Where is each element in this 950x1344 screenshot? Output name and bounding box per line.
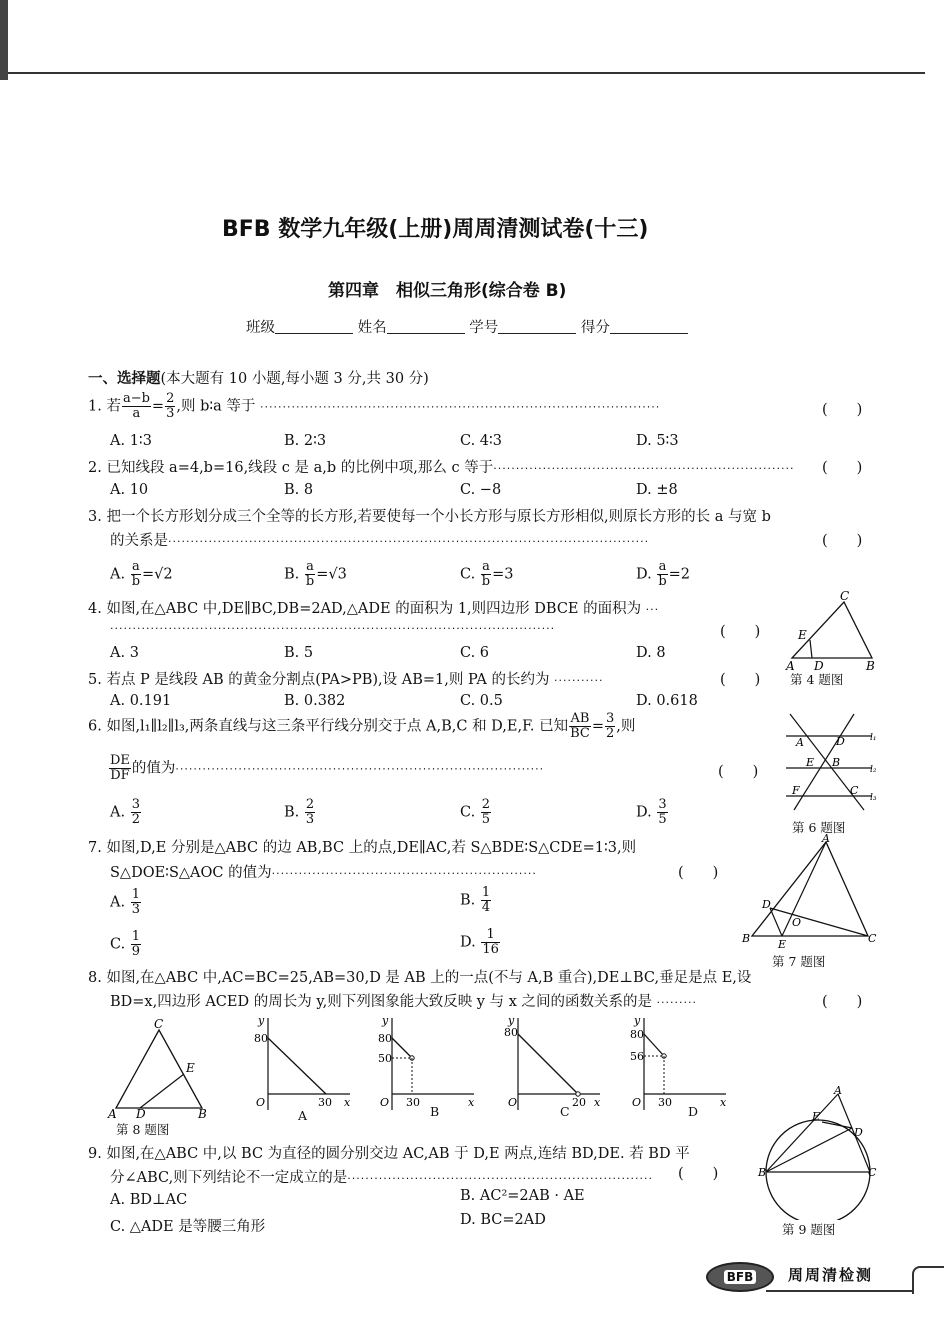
graph-d-y0: 80 [630,1028,644,1041]
q7-caption: 第 7 题图 [772,954,826,969]
q9-label-a: A [834,1084,842,1097]
q7-de-line [770,908,782,936]
q7-figure [740,830,880,950]
graph-d-x1: 30 [658,1096,672,1109]
info-fields [246,316,688,337]
question-7-line1: 7. 如图,D,E 分别是△ABC 的边 AB,BC 上的点,DE∥AC,若 S△BDE∶S△CDE=1∶3,则 [88,840,637,856]
q4-option-c[interactable]: C. 6 [460,645,490,661]
q8-bracket: ( ) [822,994,863,1010]
q6-label-f: F [792,784,800,797]
q9-option-b[interactable]: B. AC²=2AB · AE [460,1188,585,1204]
q8-graph-a[interactable] [254,1014,354,1114]
q3-option-c[interactable]: C. $\frac{a}{b}$ =3 [460,559,514,589]
question-3-line2: 的关系是··········································································································· [110,533,650,549]
question-2: 2. 已知线段 a=4,b=16,线段 c 是 a,b 的比例中项,那么 c 等于··································································· [88,460,795,476]
question-5: 5. 若点 P 是线段 AB 的黄金分割点(PA>PB),设 AB=1,则 PA 的长约为 ··········· [88,672,604,688]
q8-label-c: C [154,1017,164,1031]
question-1: 1. 若 $\frac{a-b}{a}$ = $\frac{2}{3}$ ,则 b∶a 等于 ························································································· [88,391,661,421]
id-blank[interactable] [498,319,576,334]
q9-ab-line [766,1094,838,1172]
q3-bracket: ( ) [822,533,863,549]
q8-graph-a-label: A [298,1108,308,1123]
q2-option-a[interactable]: A. 10 [110,482,149,498]
q4-de-line [810,640,812,658]
graph-c-x1: 20 [572,1096,586,1109]
field-id: 学号 [469,320,499,336]
q1-fraction-2: $\frac{2}{3}$ [166,391,175,421]
q9-label-e: E [812,1110,821,1123]
q1-option-b[interactable]: B. 2∶3 [284,433,327,449]
q9-option-d[interactable]: D. BC=2AD [460,1212,546,1228]
graph-b-line [392,1038,412,1058]
q4-caption: 第 4 题图 [790,672,844,687]
q6-option-b[interactable]: B. $\frac{2}{3}$ [284,797,315,827]
q4-label-c: C [840,589,850,603]
q1-fraction: $\frac{a-b}{a}$ [122,391,150,421]
footer-corner [912,1266,944,1294]
q7-option-d[interactable]: D. $\frac{1}{16}$ [460,927,499,957]
q7-triangle [752,842,868,936]
q8-graph-c[interactable] [504,1014,604,1114]
graph-c-line [518,1034,578,1094]
footer-text: 周周清检测 [788,1266,874,1284]
q7-dc-line [770,908,868,936]
graph-a-y0: 80 [254,1032,268,1045]
q8-label-d: D [136,1107,146,1120]
q8-caption: 第 8 题图 [116,1122,170,1137]
q4-label-b: B [866,659,875,672]
q1-pre: 若 [106,398,121,415]
section-heading [88,367,429,388]
graph-d-origin: O [632,1096,642,1109]
q6-figure [778,708,878,818]
q4-label-d: D [814,659,824,672]
page-subtitle: 第四章 相似三角形(综合卷 B) [328,281,567,301]
q2-option-d[interactable]: D. ±8 [636,482,678,498]
question-8-line1: 8. 如图,在△ABC 中,AC=BC=25,AB=30,D 是 AB 上的一点(不与 A,B 重合),DE⊥BC,垂足是点 E,设 [88,970,752,986]
q8-figure [104,1016,214,1120]
graph-b-ymid: 50 [378,1052,392,1065]
graph-c-y-label: y [508,1014,515,1027]
q1-number: 1. [88,398,102,415]
q5-bracket: ( ) [720,672,761,688]
q8-label-b: B [198,1107,207,1120]
graph-b-x1: 30 [406,1096,420,1109]
q7-label-d: D [762,898,771,911]
q1-option-a[interactable]: A. 1∶3 [110,433,152,449]
footer-rule [766,1290,914,1292]
q6-label-d: D [836,735,845,748]
q8-graph-c-label: C [560,1104,570,1119]
q4-bracket: ( ) [720,624,761,640]
field-class: 班级 [246,320,275,336]
q9-option-c[interactable]: C. △ADE 是等腰三角形 [110,1219,266,1235]
q6-option-d[interactable]: D. $\frac{3}{5}$ [636,797,667,827]
q9-label-b: B [758,1166,767,1179]
q5-option-a[interactable]: A. 0.191 [110,693,172,709]
q2-bracket: ( ) [822,460,863,476]
q6-label-b: B [832,756,841,769]
q8-graph-b[interactable] [378,1014,478,1114]
q6-caption: 第 6 题图 [792,820,846,835]
left-edge [0,0,8,80]
q4-figure [782,588,882,672]
q6-label-c: C [850,784,859,797]
q9-bracket: ( ) [678,1166,719,1182]
q7-option-a[interactable]: A. $\frac{1}{3}$ [110,887,140,917]
q6-label-e: E [806,756,815,769]
q8-graph-b-label: B [430,1104,440,1119]
q6-label-l1: l₁ [870,733,877,743]
graph-c-x-label: x [594,1096,601,1109]
q1-bracket: ( ) [822,402,863,418]
q8-label-e: E [186,1061,195,1075]
q6-option-c[interactable]: C. $\frac{2}{5}$ [460,797,491,827]
q6-label-a: A [796,736,804,749]
q7-label-a: A [822,832,830,845]
class-blank[interactable] [275,319,353,334]
q3-option-b[interactable]: B. $\frac{a}{b}$ =√3 [284,559,347,589]
graph-b-origin: O [380,1096,390,1109]
question-9-line1: 9. 如图,在△ABC 中,以 BC 为直径的圆分别交边 AC,AB 于 D,E 两点,连结 BD,DE. 若 BD 平 [88,1146,690,1162]
page-title: BFB 数学九年级(上册)周周清测试卷(十三) [222,217,649,242]
q7-bracket: ( ) [678,865,719,881]
question-3-line1: 3. 把一个长方形划分成三个全等的长方形,若要使每一个小长方形与原长方形相似,则原长方形的长 a 与宽 b [88,509,771,525]
graph-d-ymid: 56 [630,1050,644,1063]
q9-bd-line [766,1128,852,1172]
q6-ratio: $\frac{AB}{BC}$ [570,711,590,741]
q1-option-d[interactable]: D. 5∶3 [636,433,679,449]
question-6-line2: $\frac{DE}{DF}$ 的值为·················································································· [110,753,545,783]
top-rule [0,72,925,74]
q4-label-a: A [786,659,795,672]
q1-option-c[interactable]: C. 4∶3 [460,433,503,449]
q1-post: ,则 b∶a 等于 [176,398,256,415]
q9-label-c: C [868,1166,877,1179]
q5-option-d[interactable]: D. 0.618 [636,693,698,709]
q9-figure [756,1084,880,1220]
score-blank[interactable] [610,319,688,334]
q6-bracket: ( ) [718,764,759,780]
q4-option-a[interactable]: A. 3 [110,645,139,661]
q4-label-e: E [798,628,807,642]
graph-a-y-label: y [258,1014,265,1027]
graph-b-x-label: x [468,1096,475,1109]
q5-option-c[interactable]: C. 0.5 [460,693,503,709]
question-4-line2: ··································································································· [110,622,556,635]
q7-label-c: C [868,932,877,945]
q7-label-b: B [742,932,751,945]
q7-label-o: O [792,916,802,929]
graph-a-origin: O [256,1096,266,1109]
graph-a-x-label: x [344,1096,351,1109]
q8-label-a: A [108,1107,117,1120]
q2-option-b[interactable]: B. 8 [284,482,314,498]
q2-option-c[interactable]: C. −8 [460,482,502,498]
q6-label-l2: l₂ [870,765,877,775]
graph-c-origin: O [508,1096,518,1109]
footer-bar [706,1260,922,1292]
q4-option-b[interactable]: B. 5 [284,645,314,661]
q5-option-b[interactable]: B. 0.382 [284,693,346,709]
q6-label-l3: l₃ [870,793,877,803]
graph-b-y-label: y [382,1014,389,1027]
q9-option-a[interactable]: A. BD⊥AC [110,1192,188,1208]
footer-logo [706,1262,774,1292]
field-score: 得分 [580,320,610,336]
q9-label-d: D [854,1126,863,1139]
q3-option-a[interactable]: A. $\frac{a}{b}$ =√2 [110,559,173,589]
q7-label-e: E [778,938,787,950]
question-8-line2: BD=x,四边形 ACED 的周长为 y,则下列图象能大致反映 y 与 x 之间的函数关系的是 ········· [110,994,697,1010]
graph-d-line [644,1034,664,1056]
name-blank[interactable] [387,319,465,334]
graph-a-x1: 30 [318,1096,332,1109]
q4-option-d[interactable]: D. 8 [636,645,666,661]
field-name: 姓名 [357,320,387,336]
section-title: 一、选择题 [88,370,161,387]
question-9-line2: 分∠ABC,则下列结论不一定成立的是···································································· [110,1170,654,1186]
q7-option-c[interactable]: C. $\frac{1}{9}$ [110,929,141,959]
q6-option-a[interactable]: A. $\frac{3}{2}$ [110,797,140,827]
question-7-line2: S△DOE∶S△AOC 的值为··························································· [110,865,537,881]
footer-logo-text: BFB [724,1270,757,1284]
q9-caption: 第 9 题图 [782,1222,836,1237]
question-4: 4. 如图,在△ABC 中,DE∥BC,DB=2AD,△ADE 的面积为 1,则四边形 DBCE 的面积为 ··· [88,601,660,617]
graph-c-y0: 80 [504,1026,518,1039]
q8-graph-d[interactable] [630,1014,730,1114]
section-note: (本大题有 10 小题,每小题 3 分,共 30 分) [160,371,429,387]
q3-option-d[interactable]: D. $\frac{a}{b}$ =2 [636,559,691,589]
q8-de-line [140,1074,184,1108]
question-6: 6. 如图,l₁∥l₂∥l₃,两条直线与这三条平行线分别交于点 A,B,C 和 D,E,F. 已知 $\frac{AB}{BC}$ = $\frac{3}{2}$ ,则 [88,711,636,741]
q8-graph-d-label: D [688,1104,699,1119]
graph-b-y0: 80 [378,1032,392,1045]
graph-d-y-label: y [634,1014,641,1027]
q7-option-b[interactable]: B. $\frac{1}{4}$ [460,885,491,915]
graph-a-line [268,1038,326,1094]
graph-d-x-label: x [720,1096,727,1109]
